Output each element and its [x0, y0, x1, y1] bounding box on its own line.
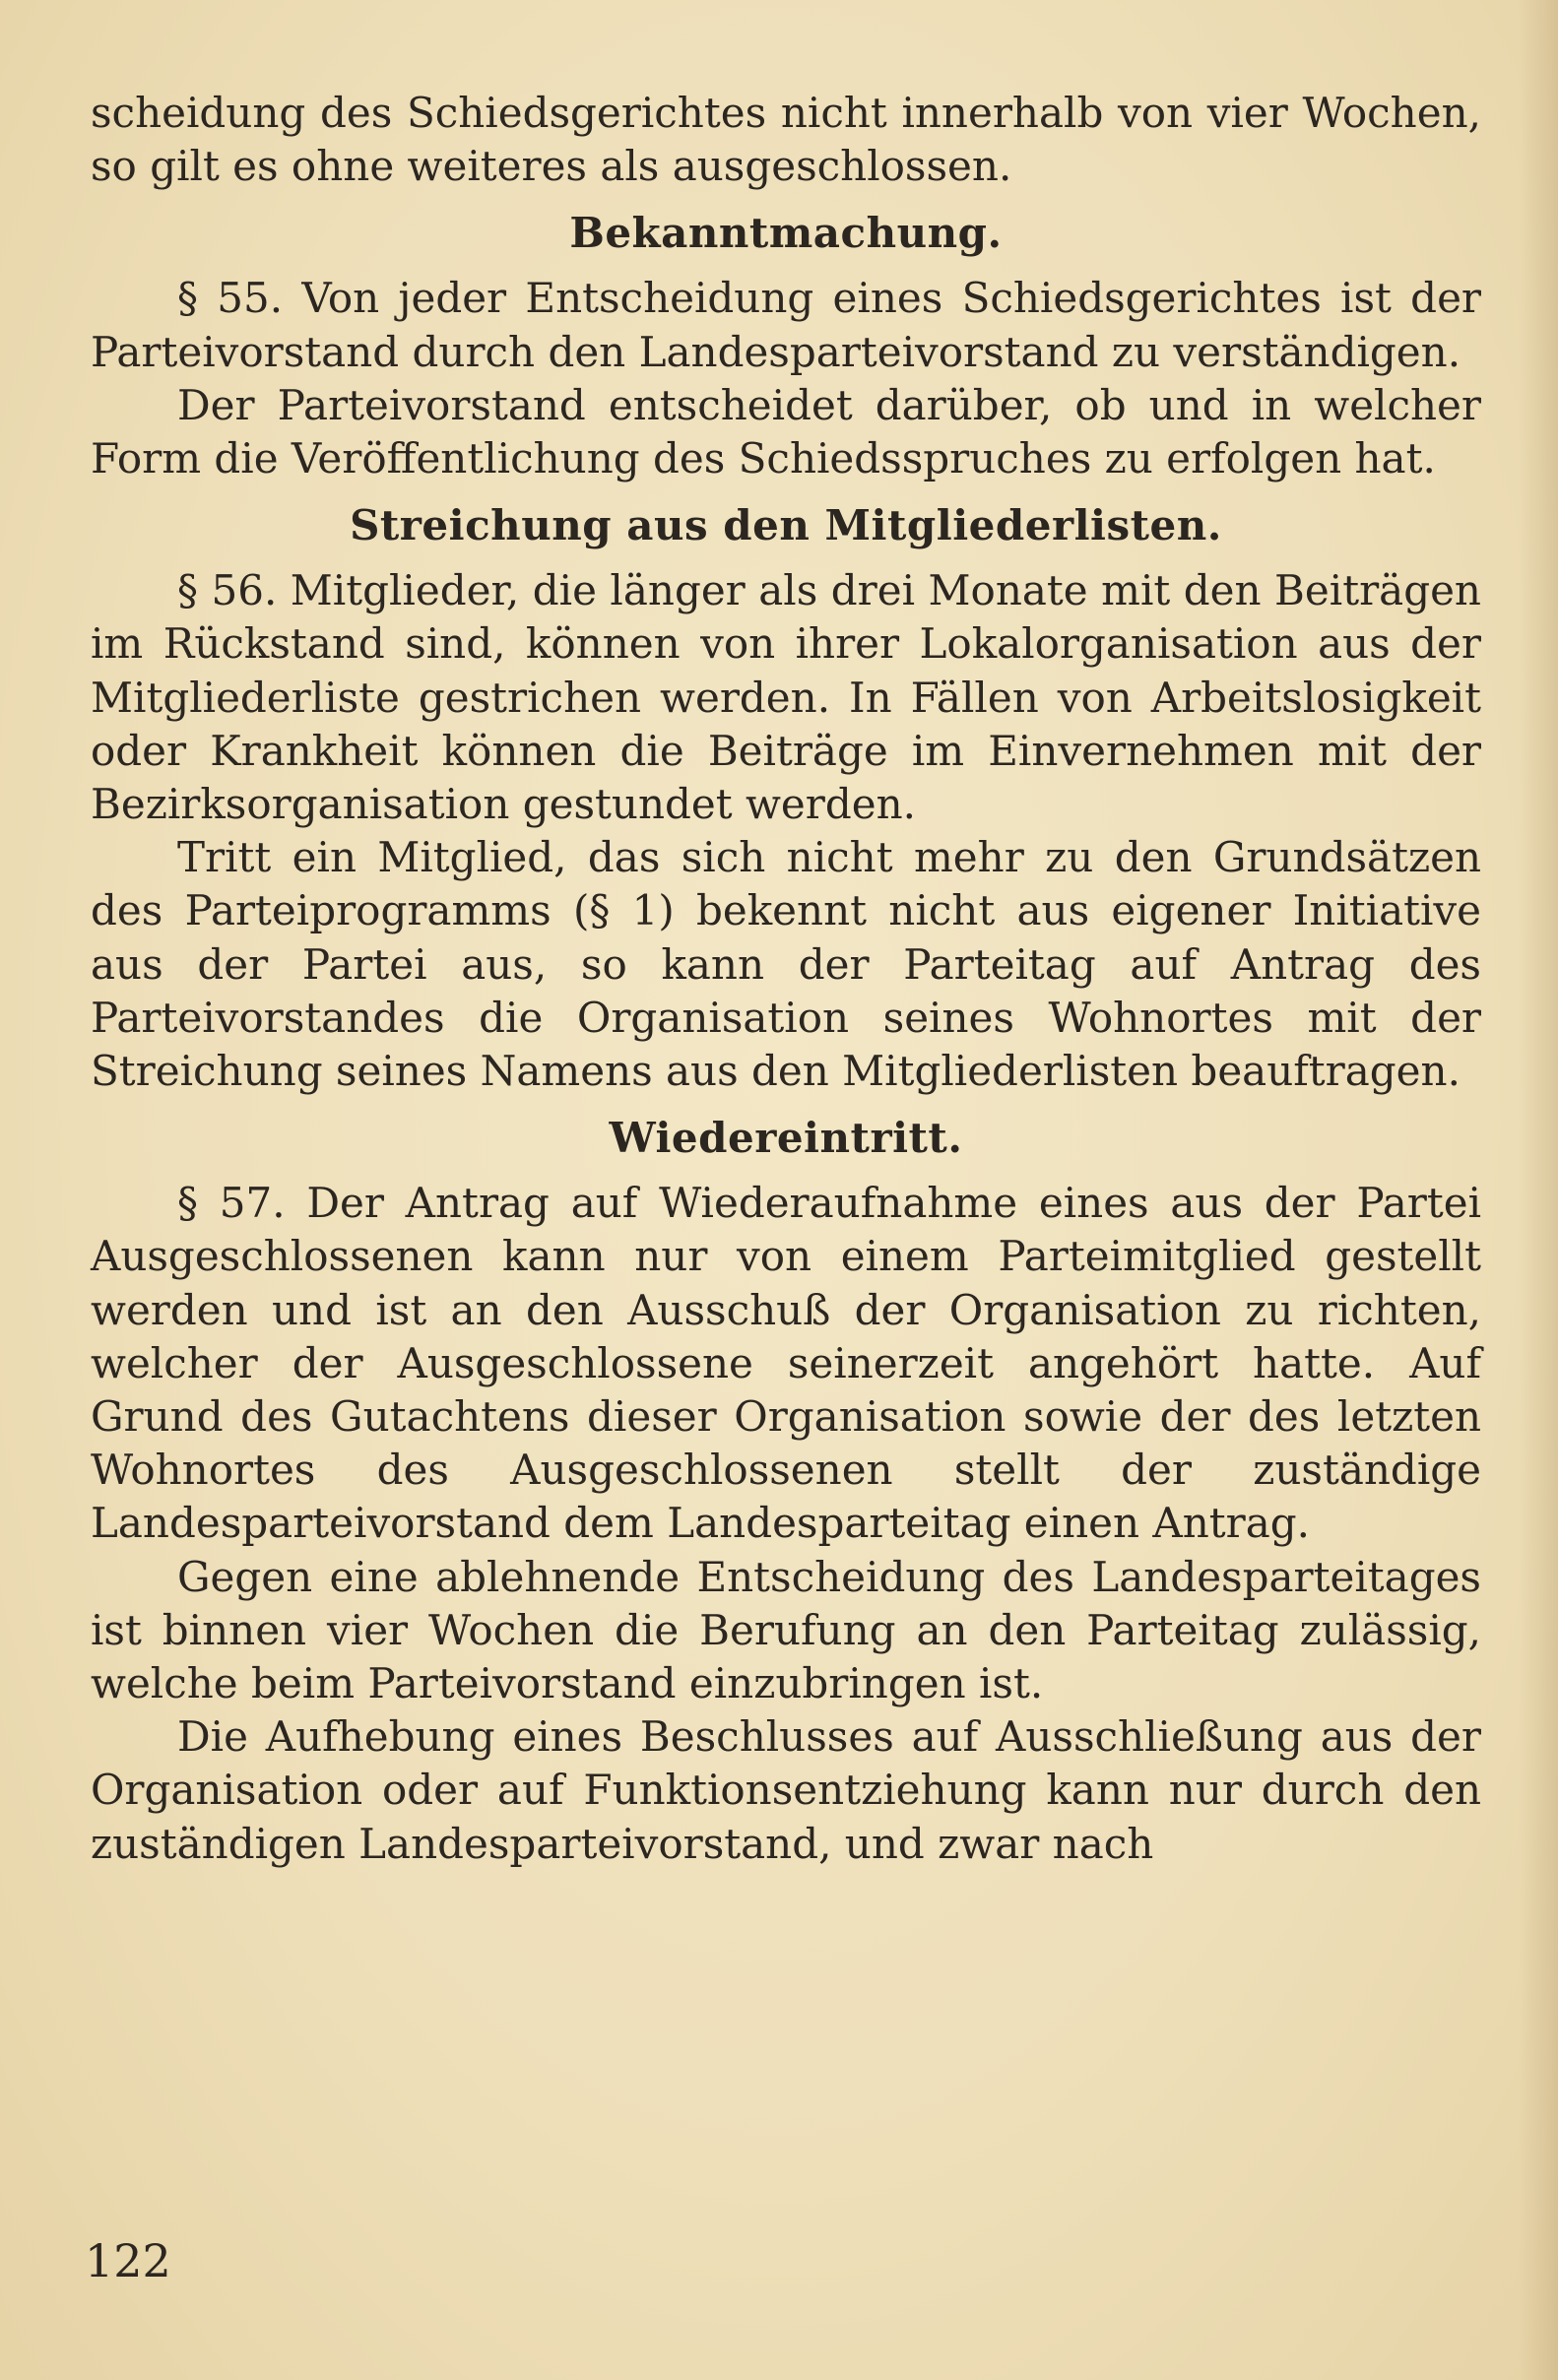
paragraph-section-56: § 56. Mitglieder, die länger als drei Monate mit den Beiträgen im Rückstand sind, können von ihrer Lokalorganisation aus der Mitgliederliste gestrichen werden. In Fällen von Arbeitslosigkeit oder Krankheit können die Beiträge im Einvernehmen mit der Bezirksorganisation gestundet werden.: [91, 566, 1481, 829]
heading-wiedereintritt: Wiedereintritt.: [609, 1114, 963, 1163]
page-number: 122: [85, 2234, 171, 2287]
paragraph-section-57: § 57. Der Antrag auf Wiederaufnahme eines aus der Partei Ausgeschlossenen kann nur von einem Parteimitglied gestellt werden und ist an den Ausschuß der Organisation zu richten, welcher der Ausgeschlossene seinerzeit angehört hatte. Auf Grund des Gutachtens dieser Organisation sowie der des letzten Wohnortes des Ausgeschlossenen stellt der zuständige Landesparteivorstand dem Landesparteitag einen Antrag.: [91, 1179, 1481, 1548]
paragraph-section-57-second: Gegen eine ablehnende Entscheidung des Landesparteitages ist binnen vier Wochen die Berufung an den Parteitag zulässig, welche beim Parteivorstand einzubringen ist.: [91, 1552, 1481, 1708]
paragraph-section-56-second: Tritt ein Mitglied, das sich nicht mehr zu den Grundsätzen des Parteiprogramms (§ 1) bekennt nicht aus eigener Initiative aus der Partei aus, so kann der Parteitag auf Antrag des Parteivorstandes die Organisation seines Wohnortes mit der Streichung seines Namens aus den Mitgliederlisten beauftragen.: [91, 833, 1481, 1096]
paragraph-section-57-third: Die Aufhebung eines Beschlusses auf Ausschließung aus der Organisation oder auf Funktionsentziehung kann nur durch den zuständigen Landesparteivorstand, und zwar nach: [91, 1712, 1481, 1868]
paragraph-section-55-second: Der Parteivorstand entscheidet darüber, ob und in welcher Form die Veröffentlichung des Schiedsspruches zu erfolgen hat.: [91, 380, 1481, 483]
paragraph-continuation: scheidung des Schiedsgerichtes nicht innerhalb von vier Wochen, so gilt es ohne weiteres als ausgeschlossen.: [91, 89, 1481, 191]
paragraph-section-55: § 55. Von jeder Entscheidung eines Schiedsgerichtes ist der Parteivorstand durch den Landesparteivorstand zu verständigen.: [91, 274, 1481, 376]
page-edge-shadow: [1519, 0, 1558, 2380]
heading-streichung: Streichung aus den Mitgliederlisten.: [350, 501, 1222, 550]
page-text-block: [91, 87, 1481, 1871]
heading-bekanntmachung: Bekanntmachung.: [569, 209, 1003, 258]
